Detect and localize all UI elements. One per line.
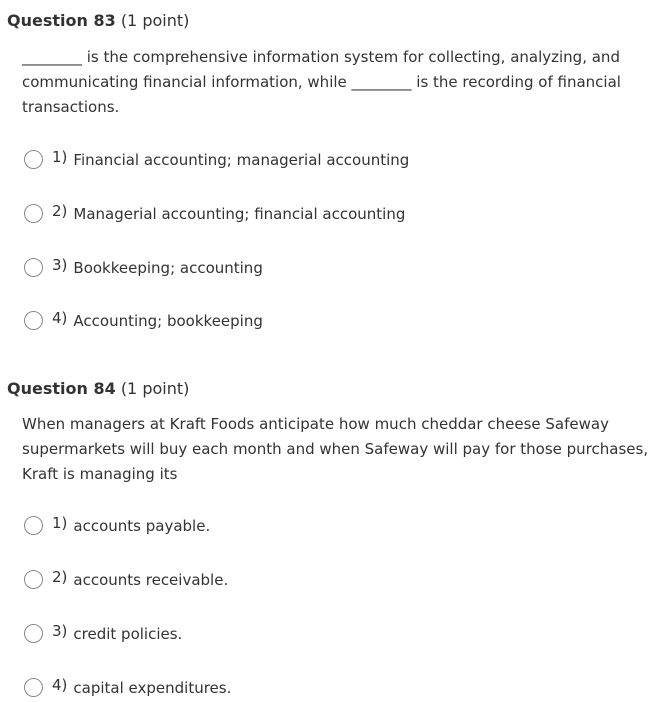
option-text: accounts payable. [73,517,211,535]
option-number: 3) [52,256,68,274]
radio-button[interactable] [24,624,43,643]
radio-button[interactable] [24,150,43,169]
question-header [7,378,189,400]
option-number: 1) [52,148,68,166]
option-number: 2) [52,568,68,586]
answer-option-2[interactable] [24,567,228,591]
option-number: 1) [52,514,68,532]
answer-option-4[interactable] [24,675,231,699]
answer-option-1[interactable] [24,513,210,537]
answer-option-3[interactable] [24,621,182,645]
question-points: (1 point) [120,11,190,30]
option-number: 4) [52,676,68,694]
radio-button[interactable] [24,311,43,330]
option-number: 4) [52,309,68,327]
radio-button[interactable] [24,204,43,223]
question-title: Question 83 [7,11,116,30]
radio-button[interactable] [24,678,43,697]
radio-button[interactable] [24,516,43,535]
option-number: 2) [52,202,68,220]
answer-option-2[interactable] [24,201,405,225]
question-prompt: When managers at Kraft Foods anticipate how much cheddar cheese Safeway supermarkets will buy each month and when Safeway will pay for those purchases, Kraft is managing its [22,415,649,483]
answer-option-1[interactable] [24,147,409,171]
radio-button[interactable] [24,258,43,277]
question-points: (1 point) [120,379,190,398]
option-text: capital expenditures. [73,679,232,697]
question-prompt: ________ is the comprehensive information system for collecting, analyzing, and communicating financial information, while ________ is the recording of financial transactions. [22,48,621,116]
radio-button[interactable] [24,570,43,589]
question-title: Question 84 [7,379,116,398]
option-text: Financial accounting; managerial accounting [73,151,410,169]
question-header [7,10,189,32]
option-text: Bookkeeping; accounting [73,259,263,277]
option-text: credit policies. [73,625,183,643]
option-text: Managerial accounting; financial accounting [73,205,406,223]
answer-option-4[interactable] [24,308,263,332]
option-number: 3) [52,622,68,640]
answer-option-3[interactable] [24,255,263,279]
option-text: Accounting; bookkeeping [73,312,263,330]
option-text: accounts receivable. [73,571,229,589]
